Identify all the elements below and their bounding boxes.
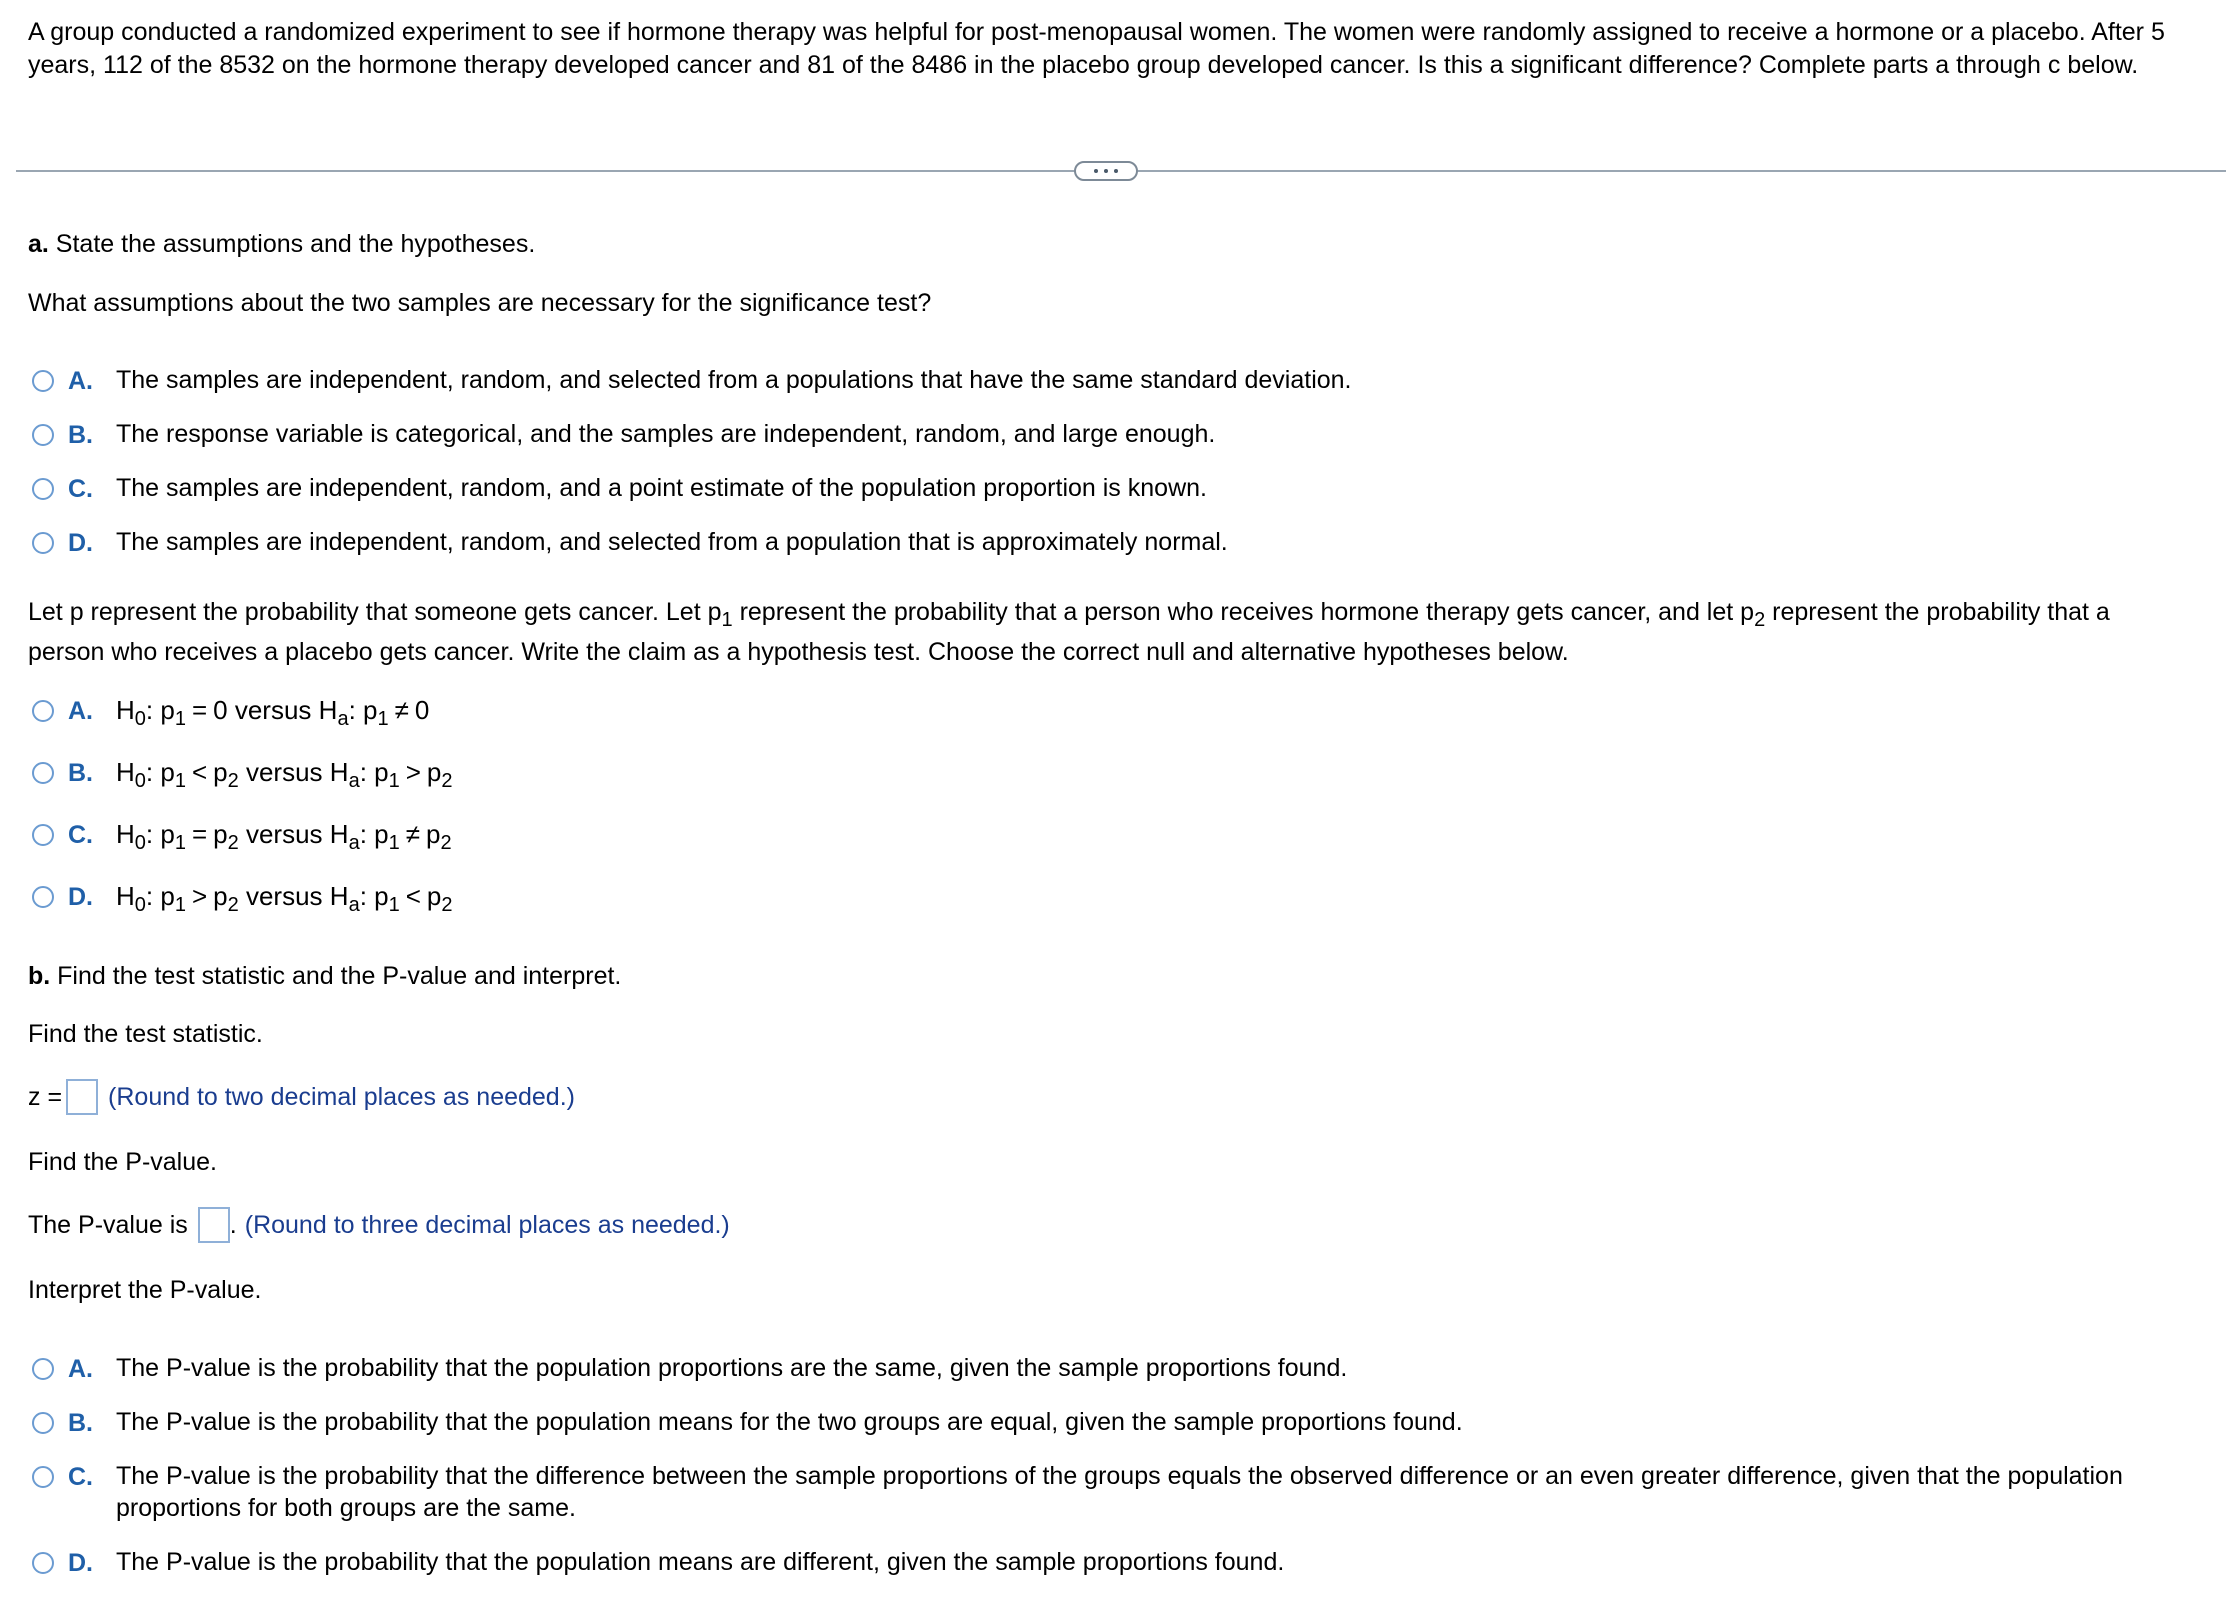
hypothesis-option-c[interactable]: C. $H_0$: $p_1 = p_2$ versus $H_a$: $p_1 \ne p_2$: [32, 821, 452, 850]
radio-button[interactable]: [32, 762, 54, 784]
assumption-option-b[interactable]: B. The response variable is categorical, and the samples are independent, random, and large enough.: [32, 421, 1215, 450]
radio-button[interactable]: [32, 532, 54, 554]
hypothesis-expression: $H_0$: $p_1 < p_2$ versus $H_a$: $p_1 > p_2$: [116, 757, 453, 792]
interpret-option-d[interactable]: D. The P-value is the probability that the population means are different, given the sample proportions found.: [32, 1549, 1284, 1578]
hypothesis-option-d[interactable]: D. $H_0$: $p_1 > p_2$ versus $H_a$: $p_1 < p_2$: [32, 883, 453, 912]
assumption-option-c[interactable]: C. The samples are independent, random, and a point estimate of the population proportion is known.: [32, 475, 1207, 504]
interpret-option-c[interactable]: C. The P-value is the probability that the difference between the sample proportions of the groups equals the observed difference or an even greater difference, given that the population proportions for both groups are the same.: [32, 1463, 2123, 1524]
part-b-heading: b. Find the test statistic and the P-value and interpret.: [28, 962, 622, 990]
assumption-option-d[interactable]: D. The samples are independent, random, and selected from a population that is approximately normal.: [32, 529, 1228, 558]
interpret-p-value: Interpret the P-value.: [28, 1276, 262, 1304]
radio-button[interactable]: [32, 1552, 54, 1574]
z-answer-row: z = (Round to two decimal places as needed.): [28, 1079, 575, 1115]
hypothesis-option-a[interactable]: A. $H_0$: $p_1 = 0$ versus $H_a$: $p_1 \ne 0$: [32, 697, 429, 726]
dot-icon: [1114, 169, 1118, 173]
problem-statement: A group conducted a randomized experiment to see if hormone therapy was helpful for post-menopausal women. The women were randomly assigned to receive a hormone or a placebo. After 5 years, 112 of the 8532 on the hormone therapy developed cancer and 81 of the 8486 in the placebo group developed cancer. Is this a significant difference? Complete parts a through c below.: [28, 18, 2165, 79]
radio-button[interactable]: [32, 1466, 54, 1488]
hypothesis-prompt-line1: Let p represent the probability that someone gets cancer. Let $p_1$ represent the probability that a person who receives hormone therapy gets cancer, and let $p_2$ represent the probability that a: [28, 598, 2110, 631]
interpret-option-a[interactable]: A. The P-value is the probability that the population proportions are the same, given the sample proportions found.: [32, 1355, 1347, 1384]
dot-icon: [1094, 169, 1098, 173]
p-value-input[interactable]: [198, 1207, 230, 1243]
radio-button[interactable]: [32, 424, 54, 446]
part-a-heading: a. State the assumptions and the hypotheses.: [28, 230, 536, 258]
p-value-answer-row: The P-value is . (Round to three decimal places as needed.): [28, 1207, 730, 1243]
hypothesis-expression: $H_0$: $p_1 > p_2$ versus $H_a$: $p_1 < p_2$: [116, 881, 453, 916]
radio-button[interactable]: [32, 886, 54, 908]
hypothesis-prompt-line2: person who receives a placebo gets cancer. Write the claim as a hypothesis test. Choose the correct null and alternative hypotheses below.: [28, 638, 1569, 666]
radio-button[interactable]: [32, 824, 54, 846]
radio-button[interactable]: [32, 1412, 54, 1434]
find-p-value: Find the P-value.: [28, 1148, 217, 1176]
more-options-button[interactable]: [1074, 161, 1138, 181]
hypothesis-expression: $H_0$: $p_1 = p_2$ versus $H_a$: $p_1 \ne p_2$: [116, 819, 452, 854]
z-input[interactable]: [66, 1079, 98, 1115]
interpret-option-b[interactable]: B. The P-value is the probability that the population means for the two groups are equal, given the sample proportions found.: [32, 1409, 1463, 1438]
radio-button[interactable]: [32, 1358, 54, 1380]
radio-button[interactable]: [32, 370, 54, 392]
assumption-option-a[interactable]: A. The samples are independent, random, and selected from a populations that have the same standard deviation.: [32, 367, 1352, 396]
radio-button[interactable]: [32, 700, 54, 722]
radio-button[interactable]: [32, 478, 54, 500]
hypothesis-expression: $H_0$: $p_1 = 0$ versus $H_a$: $p_1 \ne 0$: [116, 695, 430, 730]
assumptions-question: What assumptions about the two samples are necessary for the significance test?: [28, 289, 932, 317]
find-test-statistic: Find the test statistic.: [28, 1020, 263, 1048]
hypothesis-option-b[interactable]: B. $H_0$: $p_1 < p_2$ versus $H_a$: $p_1 > p_2$: [32, 759, 453, 788]
dot-icon: [1104, 169, 1108, 173]
